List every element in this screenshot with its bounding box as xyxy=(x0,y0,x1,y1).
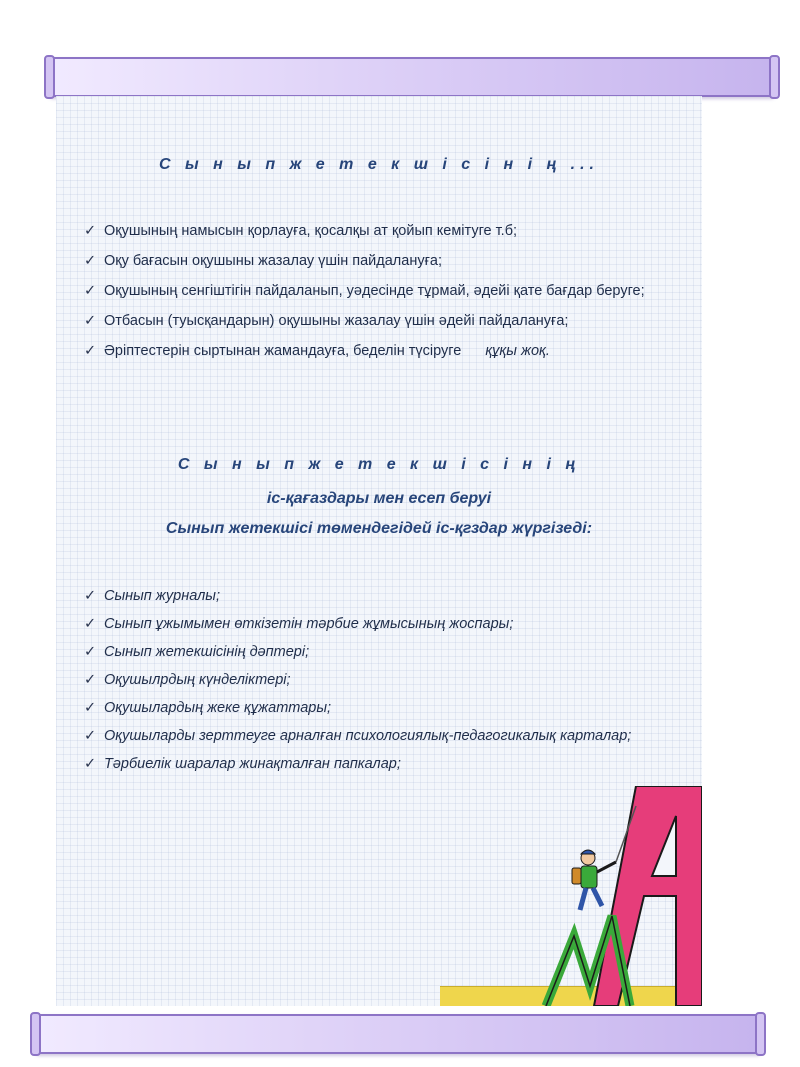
list-item: ✓ Оқу бағасын оқушыны жазалау үшін пайдалануға; xyxy=(84,246,696,276)
check-icon: ✓ xyxy=(84,672,97,688)
list-item: ✓ Сынып жетекшісінің дәптері; xyxy=(84,638,696,666)
list-item: ✓ Оқушының сенгіштігін пайдаланып, уәдесінде тұрмай, әдейі қате бағдар беруге; xyxy=(84,276,696,306)
documents-list xyxy=(84,582,696,778)
list-item: ✓ Тәрбиелік шаралар жинақталған папкалар; xyxy=(84,750,696,778)
list-item: ✓ Оқушыларды зерттеуге арналған психологиялық-педагогикалық карталар; xyxy=(84,722,696,750)
rights-note: құқы жоқ. xyxy=(485,343,550,359)
check-icon: ✓ xyxy=(84,644,97,660)
section-2-title: С ы н ы п ж е т е к ш і с і н і ң xyxy=(177,456,581,473)
check-icon: ✓ xyxy=(84,616,97,632)
list-item: ✓ Сынып журналы; xyxy=(84,582,696,610)
check-icon: ✓ xyxy=(84,700,97,716)
list-item: ✓ Отбасын (туысқандарын) оқушыны жазалау үшін әдейі пайдалануға; xyxy=(84,306,696,336)
check-icon: ✓ xyxy=(84,253,97,269)
section-2-intro: Сынып жетекшісі төмендегідей іс-қгздар жүргізеді: xyxy=(165,520,593,537)
document-sheet xyxy=(56,96,702,1006)
climber-letter-a-illustration xyxy=(526,786,702,1006)
check-icon: ✓ xyxy=(84,756,97,772)
section-1-title: С ы н ы п ж е т е к ш і с і н і ң ... xyxy=(159,156,599,173)
check-icon: ✓ xyxy=(84,223,97,239)
check-icon: ✓ xyxy=(84,588,97,604)
list-item: ✓ Сынып ұжымымен өткізетін тәрбие жұмысының жоспары; xyxy=(84,610,696,638)
check-icon: ✓ xyxy=(84,343,97,359)
scroll-banner-bottom xyxy=(36,1014,760,1054)
scroll-banner-top xyxy=(50,57,774,97)
prohibitions-list xyxy=(84,216,696,366)
list-item: ✓ Оқушылардың жеке құжаттары; xyxy=(84,694,696,722)
list-item: ✓ Оқушылрдың күнделіктері; xyxy=(84,666,696,694)
check-icon: ✓ xyxy=(84,313,97,329)
list-item: ✓ Әріптестерін сыртынан жамандауға, беделін түсіруге құқы жоқ. xyxy=(84,336,696,366)
section-2-subtitle: іс-қағаздары мен есеп беруі xyxy=(266,490,492,507)
check-icon: ✓ xyxy=(84,728,97,744)
check-icon: ✓ xyxy=(84,283,97,299)
list-item: ✓ Оқушының намысын қорлауға, қосалқы ат қойып кемітуге т.б; xyxy=(84,216,696,246)
